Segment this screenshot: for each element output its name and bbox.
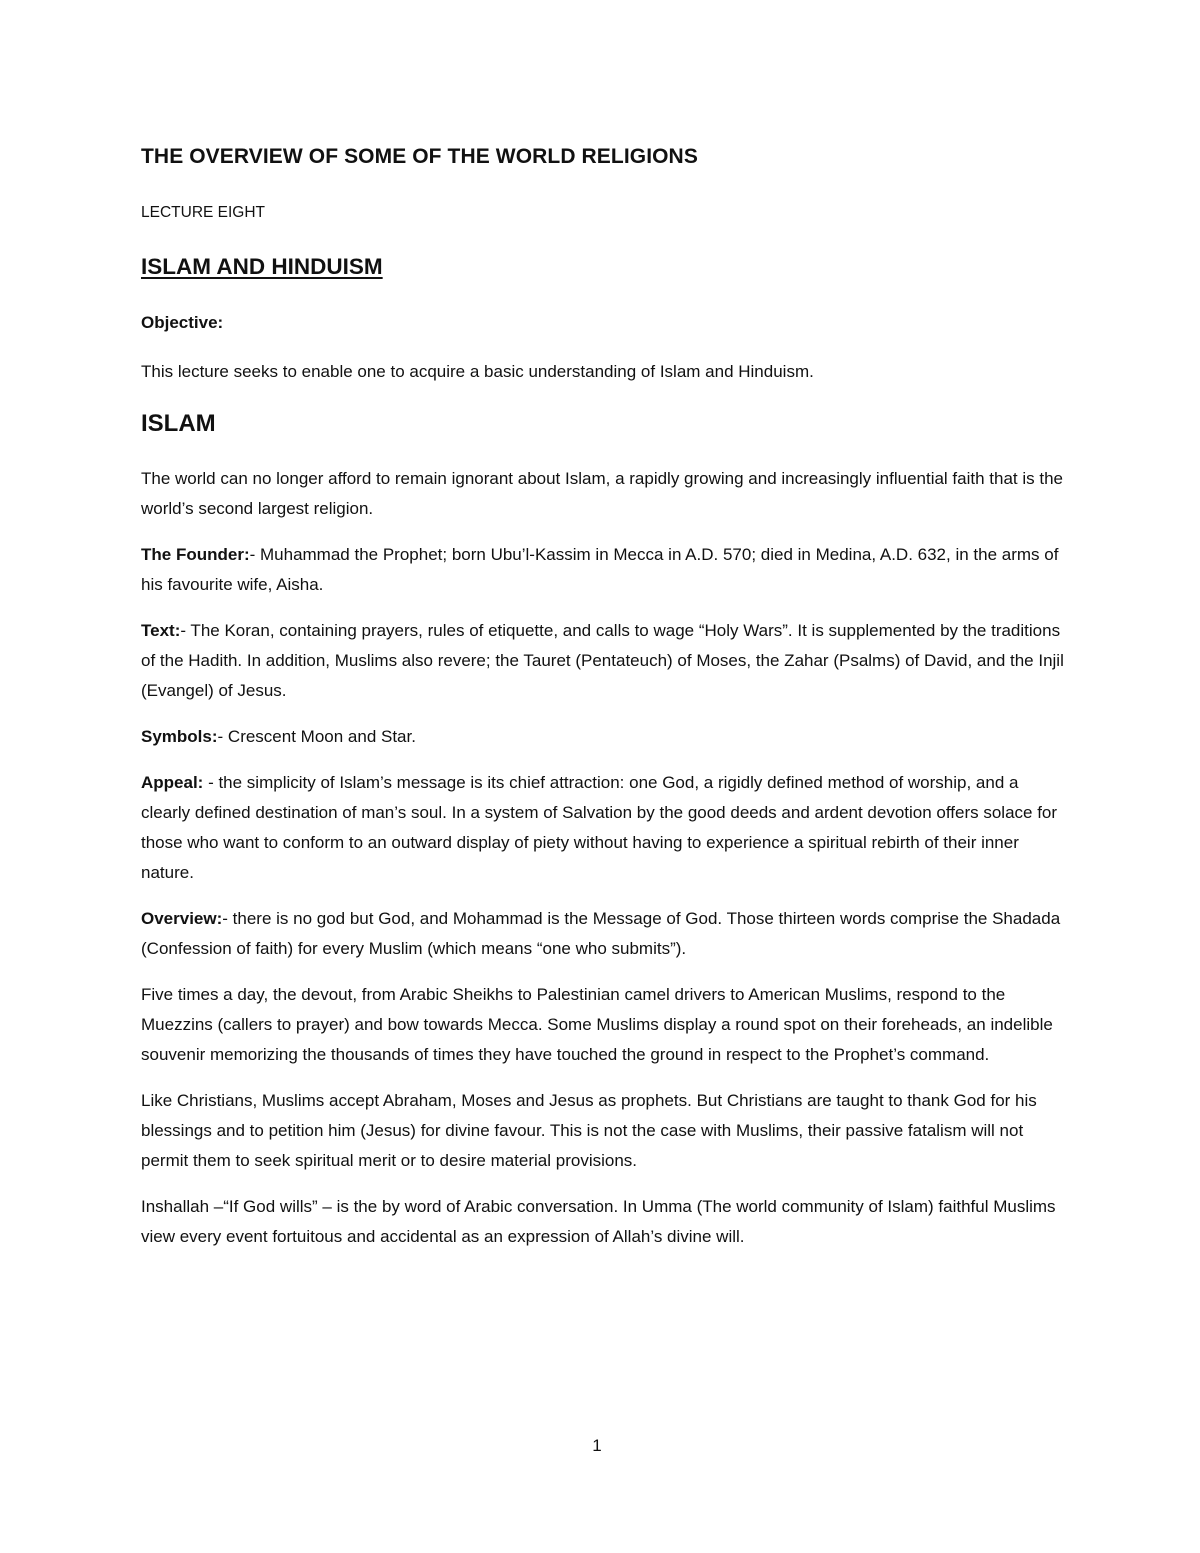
prayer-paragraph: Five times a day, the devout, from Arabic Sheikhs to Palestinian camel drivers to American Muslims, respond to the Muezzins (callers to prayer) and bow towards Mecca. Some Muslims display a round spot on their foreheads, an indelible souvenir memorizing the thousands of times they have touched the ground in respect to the Prophet’s command.: [141, 985, 1053, 1064]
founder-text: - Muhammad the Prophet; born Ubu’l-Kassim in Mecca in A.D. 570; died in Medina, A.D. 632, in the arms of his favourite wife, Aisha.: [141, 545, 1059, 594]
christians-paragraph: Like Christians, Muslims accept Abraham, Moses and Jesus as prophets. But Christians are taught to thank God for his blessings and to petition him (Jesus) for divine favour. This is not the case with Muslims, their passive fatalism will not permit them to seek spiritual merit or to desire material provisions.: [141, 1091, 1037, 1170]
objective-text: This lecture seeks to enable one to acquire a basic understanding of Islam and Hinduism.: [141, 362, 814, 381]
page-number: 1: [592, 1436, 602, 1455]
text-body: - The Koran, containing prayers, rules of etiquette, and calls to wage “Holy Wars”. It is supplemented by the traditions of the Hadith. In addition, Muslims also revere; the Tauret (Pentateuch) of Moses, the Zahar (Psalms) of David, and the Injil (Evangel) of Jesus.: [141, 621, 1064, 700]
document-title: THE OVERVIEW OF SOME OF THE WORLD RELIGIONS: [141, 145, 698, 168]
overview-label: Overview:: [141, 909, 223, 928]
document-body: [141, 464, 1066, 1268]
intro-paragraph: The world can no longer afford to remain ignorant about Islam, a rapidly growing and increasingly influential faith that is the world’s second largest religion.: [141, 469, 1063, 518]
section-heading: ISLAM AND HINDUISM: [141, 254, 383, 279]
document-page: [141, 0, 1066, 1553]
overview-paragraph: [141, 904, 1066, 964]
founder-label: The Founder:: [141, 545, 250, 564]
objective-label: Objective:: [141, 313, 224, 332]
islam-heading: ISLAM: [141, 410, 216, 437]
overview-text: - there is no god but God, and Mohammad is the Message of God. Those thirteen words comprise the Shadada (Confession of faith) for every Muslim (which means “one who submits”).: [141, 909, 1061, 958]
text-paragraph: [141, 616, 1066, 706]
appeal-paragraph: [141, 768, 1066, 888]
appeal-label: Appeal:: [141, 773, 204, 792]
founder-paragraph: [141, 540, 1066, 600]
text-label: Text:: [141, 621, 181, 640]
symbols-label: Symbols:: [141, 727, 218, 746]
symbols-text: - Crescent Moon and Star.: [217, 727, 416, 746]
lecture-label: LECTURE EIGHT: [141, 204, 266, 221]
appeal-text: - the simplicity of Islam’s message is its chief attraction: one God, a rigidly defined method of worship, and a clearly defined destination of man’s soul. In a system of Salvation by the good deeds and ardent devotion offers solace for those who want to conform to an outward display of piety without having to experience a spiritual rebirth of their inner nature.: [141, 773, 1058, 882]
inshallah-paragraph: Inshallah –“If God wills” – is the by word of Arabic conversation. In Umma (The world community of Islam) faithful Muslims view every event fortuitous and accidental as an expression of Allah’s divine will.: [141, 1197, 1056, 1246]
symbols-paragraph: [141, 722, 1066, 752]
